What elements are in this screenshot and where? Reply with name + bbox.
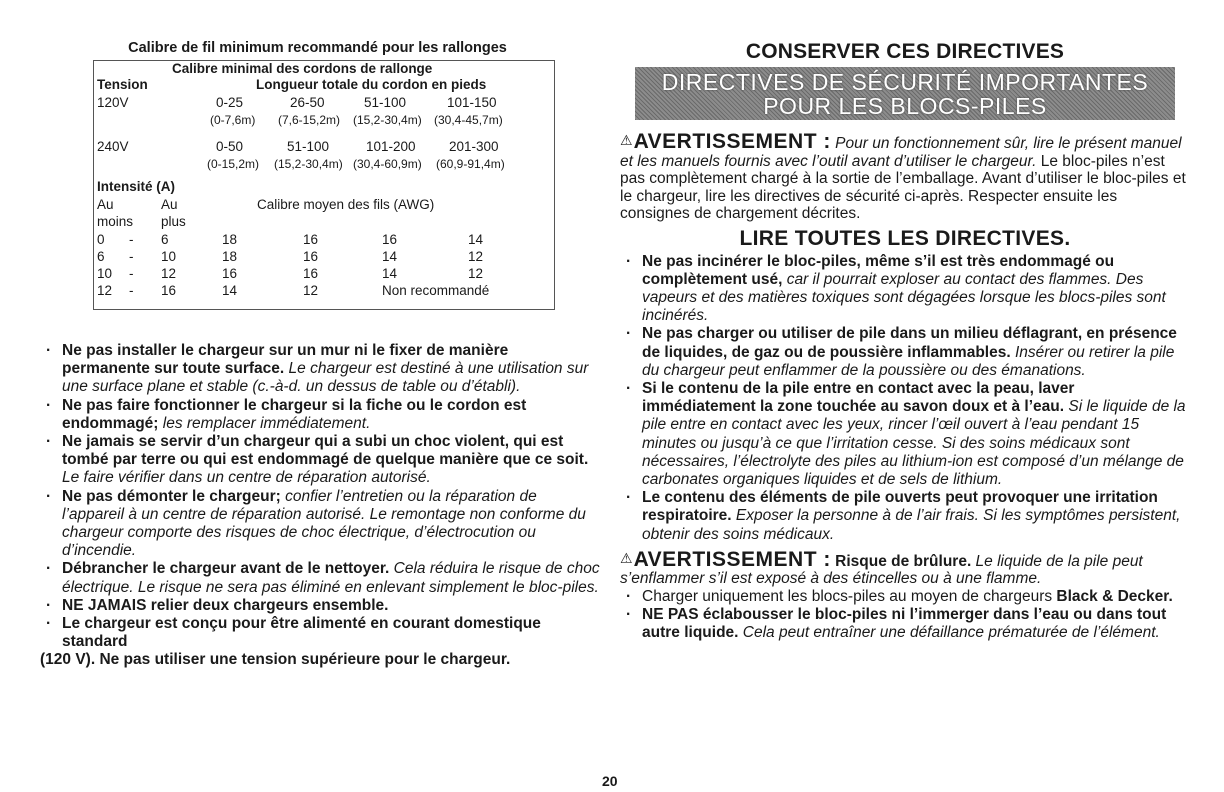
awg-cell: Non recommandé (382, 283, 490, 298)
awg-cell: 14 (382, 249, 398, 264)
page-number: 20 (602, 773, 618, 789)
warning-icon: ⚠ (620, 132, 633, 148)
warning-icon: ⚠ (620, 549, 633, 566)
awg-cell: 18 (222, 232, 238, 247)
awg-cell: 16 (303, 232, 319, 247)
metric-cell: (0-7,6m) (210, 113, 256, 127)
metric-cell: (15,2-30,4m) (274, 157, 343, 171)
banner-line-2: POUR LES BLOCS-PILES (763, 92, 1047, 119)
left-column (40, 40, 600, 669)
range-cell: 101-150 (447, 95, 497, 110)
amp-to: 10 (161, 249, 177, 264)
volt-cell: 240V (97, 139, 129, 154)
amp-dash: - (129, 249, 134, 264)
charger-safety-list (40, 342, 600, 670)
battery-safety-list (620, 253, 1190, 544)
au-moins-2: moins (97, 214, 134, 229)
range-cell: 201-300 (449, 139, 499, 154)
volt-cell: 120V (97, 95, 129, 110)
amp-from: 10 (97, 266, 113, 281)
amp-to: 12 (161, 266, 177, 281)
metric-cell: (60,9-91,4m) (436, 157, 505, 171)
list-item: · Ne pas charger ou utiliser de pile dans un milieu déflagrant, en présence de liquides, de gaz ou de poussière inflammables. Insérer ou retirer la pile du chargeur peut enflammer de la poussière ou des émanations. (620, 325, 1190, 380)
list-item: · NE JAMAIS relier deux chargeurs ensemble. (40, 597, 600, 615)
list-item: · Ne pas faire fonctionner le chargeur si la fiche ou le cordon est endommagé; les remplacer immédiatement. (40, 397, 600, 433)
list-item: · Ne jamais se servir d’un chargeur qui a subi un choc violent, qui est tombé par terre ou qui est endommagé de quelque manière que ce soit. Le faire vérifier dans un centre de réparation autorisé. (40, 433, 600, 488)
awg-cell: 18 (222, 249, 238, 264)
charging-list (620, 588, 1190, 643)
awg-cell: 12 (468, 249, 484, 264)
metric-cell: (7,6-15,2m) (278, 113, 341, 127)
awg-label: Calibre moyen des fils (AWG) (257, 197, 435, 212)
amp-label: Intensité (A) (97, 179, 176, 194)
table-caption: Calibre minimal des cordons de rallonge (172, 61, 433, 76)
list-item: · NE PAS éclabousser le bloc-piles ni l’immerger dans l’eau ou dans tout autre liquide. Cela peut entraîner une défaillance prématurée de l’élément. (620, 606, 1190, 642)
list-item: · Ne pas démonter le chargeur; confier l’entretien ou la réparation de l’appareil à un centre de réparation autorisé. Le remontage non conforme du chargeur comporte des risques de choc électrique, d’électrocution ou d’incendie. (40, 488, 600, 561)
list-item: · Si le contenu de la pile entre en contact avec la peau, laver immédiatement la zone touchée au savon doux et à l’eau. Si le liquide de la pile entre en contact avec les yeux, rincer l’œil ouvert à l’eau pendant 15 minutes ou jusqu’à ce que l’irritation cesse. Si des soins médicaux sont nécessaires, l’électrolyte des piles au lithium-ion est composé d’un mélange de carbonates organiques liquides et de sels de lithium. (620, 380, 1190, 489)
amp-from: 0 (97, 232, 105, 247)
range-cell: 0-25 (216, 95, 244, 110)
amp-from: 12 (97, 283, 113, 298)
read-all-title: LIRE TOUTES LES DIRECTIVES. (739, 226, 1071, 250)
awg-cell: 16 (303, 249, 319, 264)
awg-cell: 14 (382, 266, 398, 281)
table-title: Calibre de fil minimum recommandé pour les rallonges (128, 40, 507, 56)
safety-banner (635, 67, 1175, 120)
metric-cell: (30,4-45,7m) (434, 113, 503, 127)
range-cell: 101-200 (366, 139, 416, 154)
awg-cell: 16 (303, 266, 319, 281)
range-cell: 51-100 (364, 95, 407, 110)
amp-dash: - (129, 266, 134, 281)
amp-dash: - (129, 283, 134, 298)
amp-from: 6 (97, 249, 105, 264)
gauge-table (93, 60, 555, 310)
list-item: · Le chargeur est conçu pour être alimenté en courant domestique standard (40, 615, 600, 651)
list-item: · Charger uniquement les blocs-piles au moyen de chargeurs Black & Decker. (620, 588, 1190, 606)
metric-cell: (0-15,2m) (207, 157, 260, 171)
warning-label: AVERTISSEMENT : (633, 130, 831, 153)
length-label: Longueur totale du cordon en pieds (256, 77, 487, 92)
banner-line-1: DIRECTIVES DE SÉCURITÉ IMPORTANTES (661, 68, 1149, 95)
au-plus-2: plus (161, 214, 186, 229)
voltage-note: (120 V). Ne pas utiliser une tension supérieure pour le chargeur. (40, 651, 511, 669)
warning-block-2: ⚠AVERTISSEMENT : Risque de brûlure. Le liquide de la pile peut s’enflammer s’il est exposé à des étincelles ou à une flamme. (620, 547, 1143, 588)
amp-to: 6 (161, 232, 169, 247)
right-column (620, 40, 1190, 642)
range-cell: 0-50 (216, 139, 244, 154)
awg-cell: 14 (222, 283, 238, 298)
awg-cell: 16 (222, 266, 238, 281)
awg-cell: 16 (382, 232, 398, 247)
amp-to: 16 (161, 283, 177, 298)
au-moins-1: Au (97, 197, 114, 212)
metric-cell: (15,2-30,4m) (353, 113, 422, 127)
awg-cell: 14 (468, 232, 484, 247)
list-item: · Ne pas installer le chargeur sur un mur ni le fixer de manière permanente sur toute surface. Le chargeur est destiné à une utilisation sur une surface plane et stable (c.-à-d. un dessus de table ou d’établi). (40, 342, 600, 397)
list-item: · Le contenu des éléments de pile ouverts peut provoquer une irritation respiratoire. Exposer la personne à de l’air frais. Si les symptômes persistent, obtenir des soins médicaux. (620, 489, 1190, 544)
list-item: · Ne pas incinérer le bloc-piles, même s’il est très endommagé ou complètement usé, car il pourrait exploser au contact des flammes. Des vapeurs et des matières toxiques sont dégagées lorsque les blocs-piles sont incinérés. (620, 253, 1190, 326)
warning-label: AVERTISSEMENT : (633, 547, 831, 571)
au-plus-1: Au (161, 197, 178, 212)
range-cell: 51-100 (287, 139, 330, 154)
warning-block-1: ⚠AVERTISSEMENT : Pour un fonctionnement sûr, lire le présent manuel et les manuels fournis avec l’outil avant d’utiliser le chargeur. Le bloc-piles n’est pas complètement chargé à la sortie de l’emballage. Avant d’utiliser le bloc-piles et le chargeur, lire les directives de sécurité ci-après. Respecter ensuite les consignes de chargement décrites. (620, 130, 1186, 222)
awg-cell: 12 (468, 266, 484, 281)
metric-cell: (30,4-60,9m) (353, 157, 422, 171)
amp-dash: - (129, 232, 134, 247)
section-title: CONSERVER CES DIRECTIVES (745, 40, 1065, 63)
awg-cell: 12 (303, 283, 319, 298)
tension-label: Tension (97, 77, 148, 92)
range-cell: 26-50 (290, 95, 325, 110)
list-item: · Débrancher le chargeur avant de le nettoyer. Cela réduira le risque de choc électrique. Le risque ne sera pas éliminé en enlevant simplement le bloc-piles. (40, 560, 600, 596)
